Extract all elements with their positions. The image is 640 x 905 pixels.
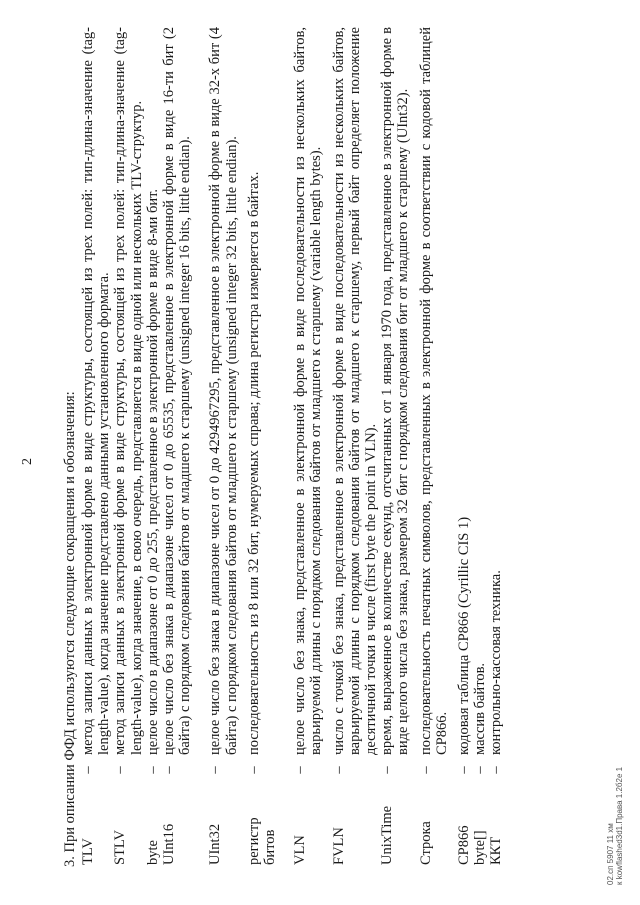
definition-text: целое число без знака в диапазоне чисел от 0 до 65535, представленное в электронной форме в виде 16-ти бит (2 байта) с порядком следования байтов от младшего к старшему (unsigned integer 16 bits, little endian). — [161, 27, 194, 755]
term-label: byte[] — [472, 830, 489, 865]
dash-separator: – — [456, 766, 473, 774]
dash-separator: – — [472, 766, 489, 774]
stamp-line: к kowflashed3d1.Права 1.2б2е 1 — [615, 766, 624, 885]
term-label: TLV — [80, 838, 96, 865]
definition-entry — [418, 27, 450, 867]
term-label: ККТ — [488, 836, 505, 865]
section-heading: 3. При описании ФФД используются следующие сокращения и обозначения: — [62, 391, 78, 867]
definition-entry — [112, 27, 144, 867]
dash-separator: – — [379, 766, 396, 774]
scan-stamp — [606, 767, 624, 885]
definition-text: время, выраженное в количестве секунд, отсчитанных от 1 января 1970 года, представленное в электронной форме в виде целого числа без знака, размером 32 бит с порядком следования бит от младшего к старшему (UInt32). — [379, 27, 412, 755]
stamp-line: 02.сп 5907 11 хм — [606, 823, 615, 885]
term-label: byte — [144, 840, 161, 865]
definition-entry — [456, 27, 472, 867]
term-label: UInt32 — [207, 823, 224, 865]
term-label: Строка — [417, 821, 434, 865]
dash-separator: – — [330, 766, 347, 774]
definition-entry — [331, 27, 380, 867]
term-label: CP866 — [456, 825, 473, 865]
definition-text: целое число без знака, представленное в электронной форме в виде последовательности из нескольких байтов, варьируемой длины с порядком следования байтов от младшего к старшему (variable length bytes). — [292, 27, 325, 755]
term-label: UnixTime — [379, 805, 396, 865]
term-label: UInt16 — [161, 823, 178, 865]
definition-text: целое число без знака в диапазоне чисел от 0 до 4294967295, представленное в электронной форме в виде 32-х бит (4 байта) с порядком следования байтов от младшего к старшему (unsigned integer 32 bits, little endian). — [207, 27, 240, 755]
term-label: STLV — [112, 830, 129, 865]
definition-entry — [488, 27, 504, 867]
dash-separator: – — [488, 766, 505, 774]
definition-text: метод записи данных в электронной форме в виде структуры, состоящей из трех полей: тип-длина-значение (tag-length-value), когда значение, в свою очередь, представляется в виде одной или нескольких TLV-структур. — [112, 27, 145, 755]
dash-separator: – — [80, 766, 96, 774]
dash-separator: – — [245, 766, 262, 774]
definition-text: целое число в диапазоне от 0 до 255, представленное в электронной форме в виде 8-ми бит. — [144, 189, 161, 755]
dash-separator: – — [144, 766, 161, 774]
definition-entry — [80, 27, 112, 867]
definition-text: последовательность из 8 или 32 бит, нумеруемых справа; длина регистра измеряется в байтах. — [245, 171, 262, 755]
definition-entry — [246, 27, 278, 867]
definition-entry — [145, 27, 161, 867]
definition-entry — [292, 27, 324, 867]
definition-text: метод записи данных в электронной форме в виде структуры, состоящей из трех полей: тип-длина-значение (tag-length-value), когда значение представлено данными установленного формата. — [80, 27, 113, 755]
term-label: FVLN — [330, 827, 347, 865]
dash-separator: – — [112, 766, 129, 774]
definition-text: число с точкой без знака, представленное в электронной форме в виде последовательности из нескольких байтов, варьируемой длины с порядком следования байтов от младшего к старшему, первый байт определяет положение десятичной точки в числе (first byte the point in VLN). — [330, 27, 380, 755]
definition-text: последовательность печатных символов, представленных в электронной форме в соответствии с кодовой таблицей CP866. — [417, 27, 450, 755]
definitions-list — [80, 27, 505, 867]
definition-entry — [379, 27, 411, 867]
dash-separator: – — [207, 766, 224, 774]
definition-entry — [472, 27, 488, 867]
term-label: VLN — [292, 835, 309, 865]
dash-separator: – — [161, 766, 178, 774]
dash-separator: – — [417, 766, 434, 774]
definition-text: кодовая таблица CP866 (Cyrillic CIS 1) — [456, 516, 473, 755]
definition-text: массив байтов. — [472, 662, 489, 755]
page-number: 2 — [20, 458, 35, 465]
dash-separator: – — [292, 766, 309, 774]
term-label: регистр битов — [245, 817, 279, 865]
definition-entry — [207, 27, 239, 867]
definition-entry — [161, 27, 193, 867]
definition-text: контрольно-кассовая техника. — [488, 570, 505, 755]
